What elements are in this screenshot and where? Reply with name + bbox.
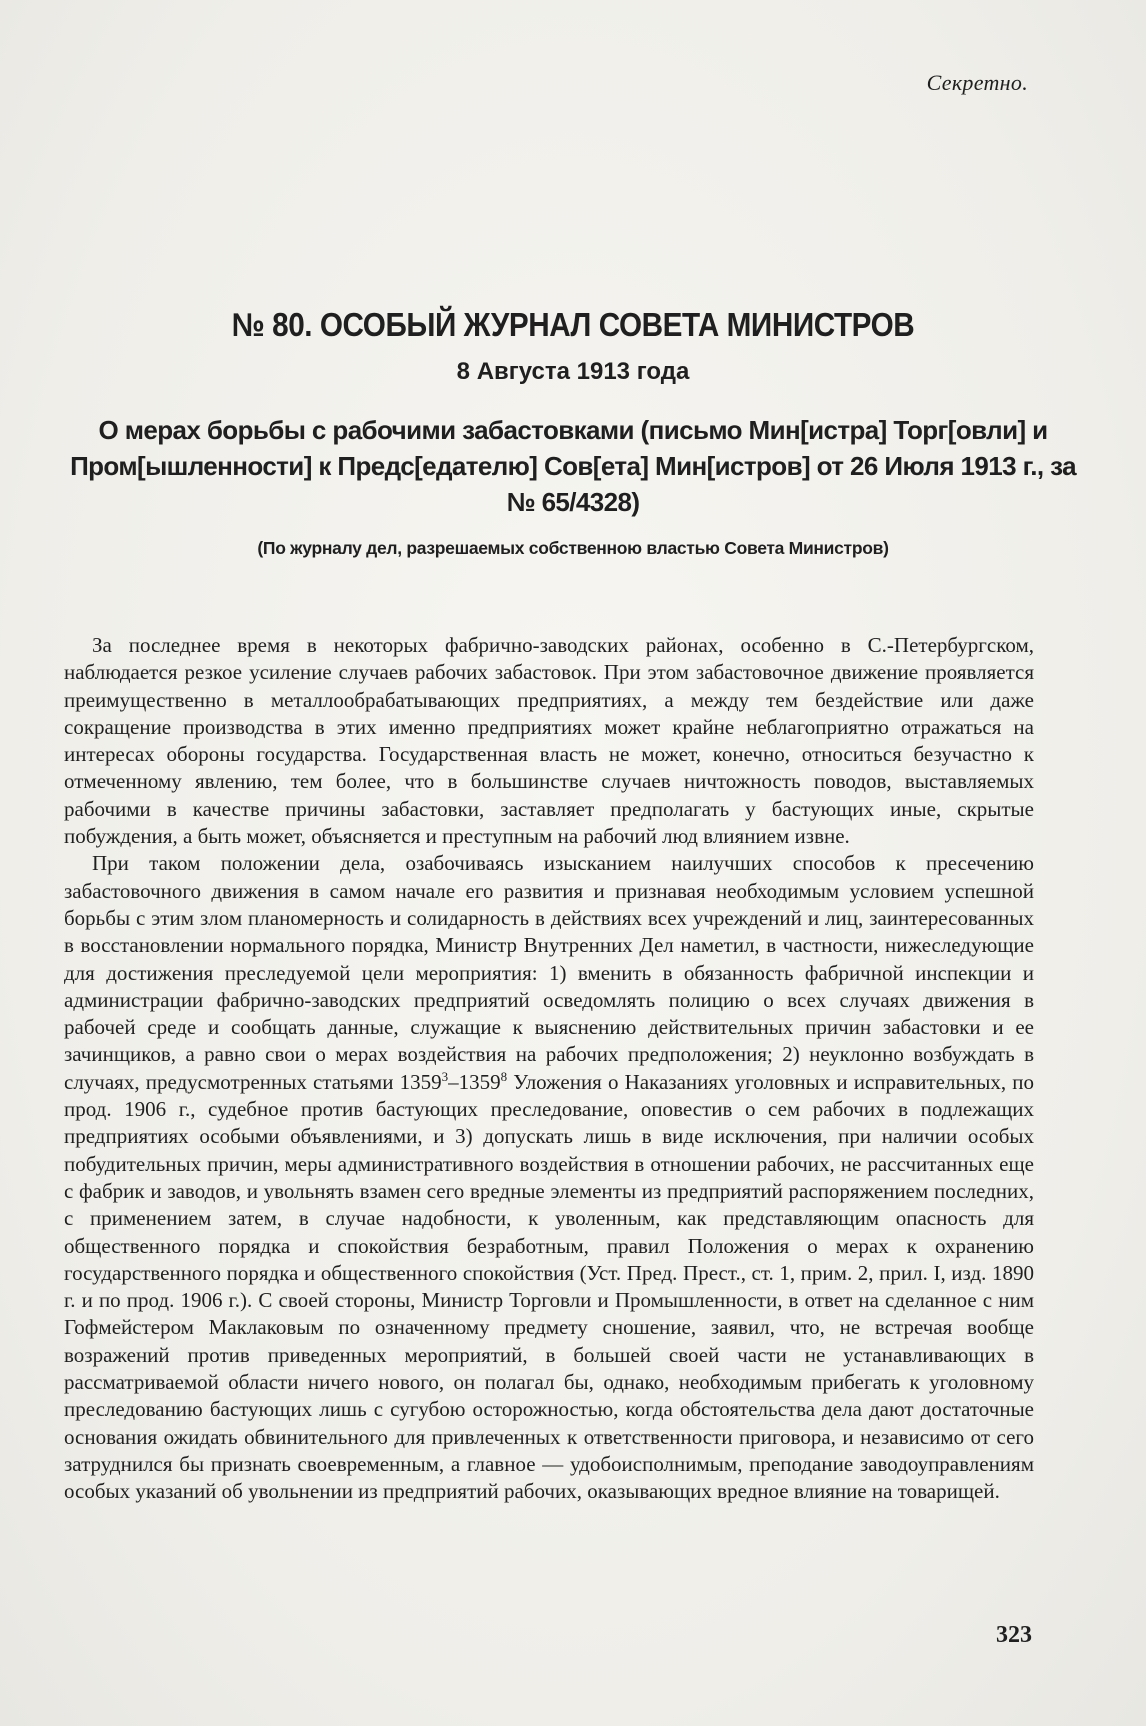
- paragraph-2-part-1: При таком положении дела, озабочиваясь изысканием наилучших способов к пресечению забастовочного движения в самом начале его развития и признавая необходимым условием успешной борьбы с этим злом планомерность и солидарность в действиях всех учреждений и лиц, заинтересованных в восстановлении нормального порядка, Министр Внутренних Дел наметил, в частности, нижеследующие для достижения преследуемой цели мероприятия: 1) вменить в обязанность фабричной инспекции и администрации фабрично-заводских предприятий осведомлять полицию о всех случаях движения в рабочей среде и сообщать данные, служащие к выяснению действительных причин забастовки и ее зачинщиков, а равно свои о мерах воздействия на рабочих предположения; 2) неуклонно возбуждать в случаях, предусмотренных статьями 1359: [64, 851, 1034, 1094]
- paragraph-2: [64, 850, 1034, 1505]
- document-subject: О мерах борьбы с рабочими забастовками (письмо Мин[истра] Торг[овли] и Пром[ышленности] к Предс[едателю] Сов[ета] Мин[истров] от 26 Июля 1913 г., за № 65/4328): [70, 415, 1076, 517]
- paragraph-2-part-2: Уложения о Наказаниях уголовных и исправительных, по прод. 1906 г., судебное против бастующих преследование, оповестив о сем рабочих в подлежащих предприятиях особыми объявлениями, и 3) допускать лишь в виде исключения, при наличии особых побудительных причин, меры административного воздействия в отношении рабочих, не рассчитанных еще с фабрик и заводов, и увольнять взамен сего вредные элементы из предприятий распоряжением последних, с применением затем, в случае надобности, к уволенным, как представляющим опасность для общественного порядка и спокойствия безработным, правил Положения о мерах к охранению государственного порядка и общественного спокойствия (Уст. Пред. Прест., ст. 1, прим. 2, прил. I, изд. 1890 г. и по прод. 1906 г.). С своей стороны, Министр Торговли и Промышленности, в ответ на сделанное с ним Гофмейстером Маклаковым по означенному предмету сношение, заявил, что, не встречая вообще возражений против приведенных мероприятий, в большей своей части не устанавливающих в рассматриваемой области ничего нового, он полагал бы, однако, необходимым прибегать к уголовному преследованию бастующих лишь с сугубою осторожностью, когда обстоятельства дела дают достаточные основания ожидать обвинительного для привлеченных к ответственности приговора, и независимо от сего затруднился бы признать своевременным, а главное — удобоисполнимым, преподание заводоуправлениям особых указаний об увольнении из предприятий рабочих, оказывающих вредное влияние на товарищей.: [64, 1069, 1034, 1504]
- article-range-dash: –1359: [448, 1069, 501, 1094]
- body-text: [64, 632, 1034, 1506]
- document-title: № 80. ОСОБЫЙ ЖУРНАЛ СОВЕТА МИНИСТРОВ: [231, 306, 915, 343]
- source-note: (По журналу дел, разрешаемых собственною властью Совета Министров): [257, 538, 889, 558]
- article-superscript-2: 8: [500, 1068, 508, 1084]
- paragraph-1: За последнее время в некоторых фабрично-заводских районах, особенно в С.-Петербургском, наблюдается резкое усиление случаев рабочих забастовок. При этом забастовочное движение проявляется преимущественно в металлообрабатывающих предприятиях, а между тем бездействие или даже сокращение производства в этих именно предприятиях может крайне неблагоприятно отражаться на интересах обороны государства. Государственная власть не может, конечно, относиться безучастно к отмеченному явлению, тем более, что в большинстве случаев ничтожность поводов, выставляемых рабочими в качестве причины забастовки, заставляет предполагать у бастующих иные, скрытые побуждения, а быть может, объясняется и преступным на рабочий люд влиянием извне.: [64, 633, 1034, 849]
- article-superscript-1: 3: [441, 1068, 449, 1084]
- page-number: 323: [996, 1622, 1032, 1648]
- document-date: 8 Августа 1913 года: [456, 358, 690, 385]
- classification-mark: Секретно.: [926, 70, 1028, 95]
